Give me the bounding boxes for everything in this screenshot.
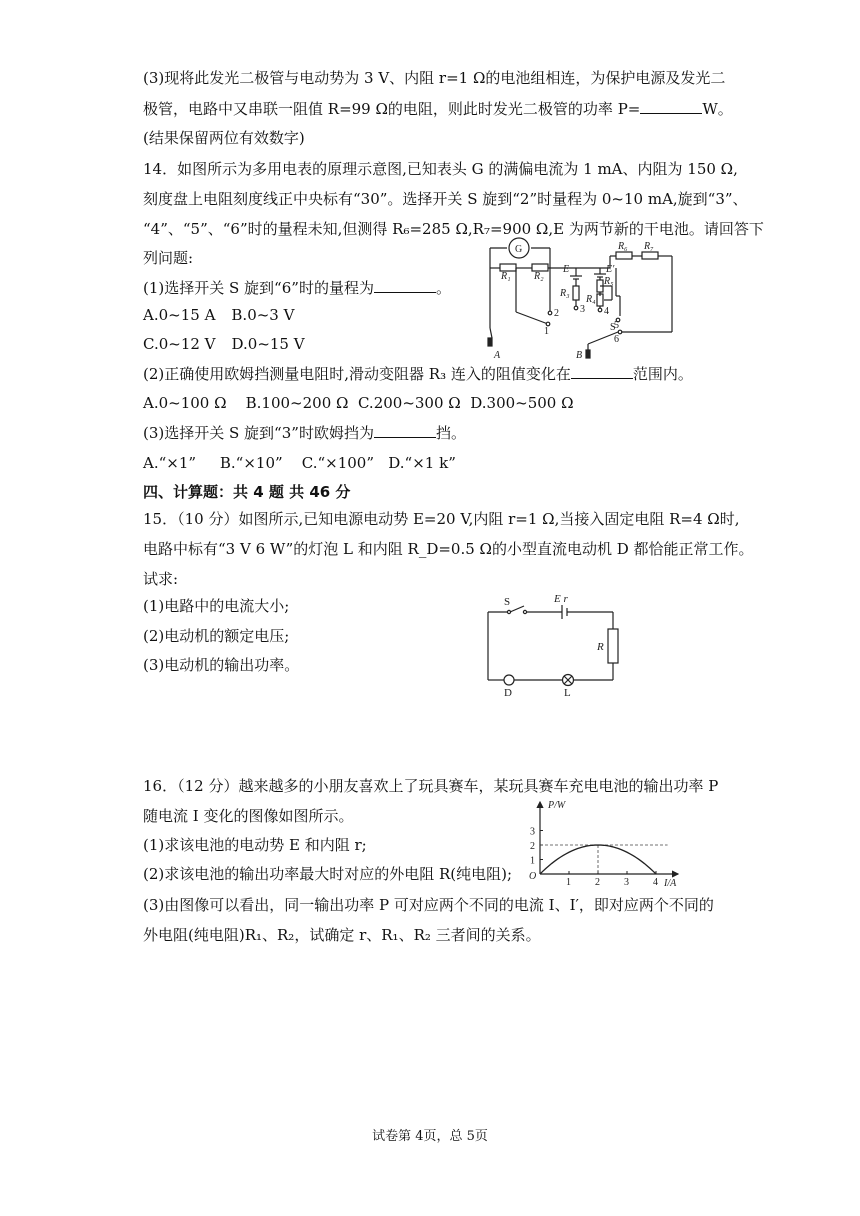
q15-stem-line1: 15．（10 分）如图所示,已知电源电动势 E=20 V,内阻 r=1 Ω,当接入固定电阻 R=4 Ω时, [143,510,740,528]
q16-stem-line1: 16．（12 分）越来越多的小朋友喜欢上了玩具赛车，某玩具赛车充电电池的输出功率 P [143,777,719,795]
x-tick-label: 4 [653,877,658,888]
option-d: D.0~15 V [231,335,305,353]
rheostat-r3-icon [573,286,579,300]
resistor-r-icon [608,629,618,663]
simple-circuit-figure [478,592,628,700]
section-heading: 四、计算题：共 4 题 共 46 分 [143,483,351,501]
q14-stem-line3: “4”、“5”、“6”时的量程未知,但测得 R₆=285 Ω,R₇=900 Ω,E 为两节新的干电池。请回答下 [143,220,764,238]
page-footer: 试卷第 4页，总 5页 [372,1129,488,1144]
probe-a-icon [488,338,492,346]
motor-icon [504,675,514,685]
x-tick-label: 2 [595,877,600,888]
q16-stem-line2: 随电流 I 变化的图像如图所示。 [143,807,354,825]
q14-part2-text: (2)正确使用欧姆挡测量电阻时,滑动变阻器 R₃ 连入的阻值变化在 [143,365,571,383]
label-r4: R₄ [586,294,596,305]
label-r2: R₂ [534,271,544,282]
q15-part1: (1)电路中的电流大小; [143,597,290,615]
y-axis-label: P/W [548,800,566,811]
label-3: 3 [580,304,585,315]
q14-part1-options-row2 [143,334,305,354]
q16-part3-line1: (3)由图像可以看出，同一输出功率 P 可对应两个不同的电流 I、I′，即对应两个不同的 [143,896,714,914]
q14-part1-options-row1 [143,305,294,325]
label-b: B [576,350,583,361]
answer-blank [571,364,633,379]
q14-part2-options: A.0~100 Ω B.100~200 Ω C.200~300 Ω D.300~500 Ω [143,394,574,412]
label-4: 4 [604,306,609,317]
label-2: 2 [554,308,559,319]
q13-part3-line1: (3)现将此发光二极管与电动势为 3 V、内阻 r=1 Ω的电池组相连，为保护电源及发光二 [143,69,726,87]
q13-part3-note: (结果保留两位有效数字) [143,129,305,147]
label-s: S [610,322,616,333]
q14-part1-text: (1)选择开关 S 旋到“6”时的量程为 [143,279,374,297]
label-r: R [597,641,604,653]
label-r3: R₃ [560,288,570,299]
q14-part3 [143,423,466,443]
q14-part1-end: 。 [435,279,451,297]
label-e-r: E r [554,593,568,605]
switch-icon [510,606,524,612]
label-r1: R₁ [501,271,511,282]
answer-blank [374,423,436,438]
q15-stem-line2: 电路中标有“3 V 6 W”的灯泡 L 和内阻 R_D=0.5 Ω的小型直流电动机 D 都恰能正常工作。 [143,540,754,558]
power-current-chart [518,796,688,888]
option-b: B.0~3 V [231,306,295,324]
q14-part2-end: 范围内。 [632,365,693,383]
label-r5: R₅ [604,276,614,287]
q15-part3: (3)电动机的输出功率。 [143,656,300,674]
label-l: L [564,687,571,699]
q13-part3-text: 极管，电路中又串联一阻值 R=99 Ω的电阻，则此时发光二极管的功率 P= [143,100,641,118]
label-eprime: E′ [606,264,615,275]
label-d: D [504,687,512,699]
q14-stem-line4: 列问题: [143,249,194,267]
x-axis-label: I/A [664,878,677,888]
power-curve [540,845,656,874]
resistor-r2-icon [532,264,548,271]
label-1: 1 [544,326,549,337]
q14-part1 [143,278,451,298]
q15-stem-line3: 试求: [143,570,179,588]
label-s: S [504,596,511,608]
label-g: G [515,244,523,255]
x-tick-label: 1 [566,877,571,888]
option-a: A.0~15 A [143,306,216,324]
q14-part3-end: 挡。 [435,424,466,442]
q14-stem-line1: 14．如图所示为多用电表的原理示意图,已知表头 G 的满偏电流为 1 mA、内阻为 150 Ω, [143,160,738,178]
q14-part3-options: A.“×1” B.“×10” C.“×100” D.“×1 k” [143,454,456,472]
answer-blank [374,278,436,293]
probe-b-icon [586,350,590,358]
y-tick-label: 1 [530,855,535,867]
label-5: 5 [614,320,619,331]
q16-part1: (1)求该电池的电动势 E 和内阻 r; [143,836,367,854]
option-c: C.0~12 V [143,335,216,353]
resistor-r1-icon [500,264,516,271]
multimeter-circuit-figure [480,236,690,364]
q13-part3-line2 [143,99,733,119]
label-e: E [563,264,570,275]
y-tick-label: 2 [530,841,535,852]
label-r6: R₆ [618,241,628,252]
y-tick-label: 3 [530,826,535,838]
x-tick-label: 3 [624,877,629,888]
answer-blank [640,99,702,114]
label-6: 6 [614,334,619,345]
q13-unit: W。 [702,100,733,118]
label-a: A [494,350,501,361]
q14-part3-text: (3)选择开关 S 旋到“3”时欧姆挡为 [143,424,374,442]
q16-part2: (2)求该电池的输出功率最大时对应的外电阻 R(纯电阻); [143,865,513,883]
resistor-r6-icon [616,252,632,259]
q15-part2: (2)电动机的额定电压; [143,627,290,645]
resistor-r7-icon [642,252,658,259]
q14-part2 [143,364,693,384]
label-r7: R₇ [644,241,654,252]
q16-part3-line2: 外电阻(纯电阻)R₁、R₂，试确定 r、R₁、R₂ 三者间的关系。 [143,926,541,944]
origin-label: O [529,871,537,882]
q14-stem-line2: 刻度盘上电阻刻度线正中央标有“30”。选择开关 S 旋到“2”时量程为 0~10 mA,旋到“3”、 [143,190,748,208]
